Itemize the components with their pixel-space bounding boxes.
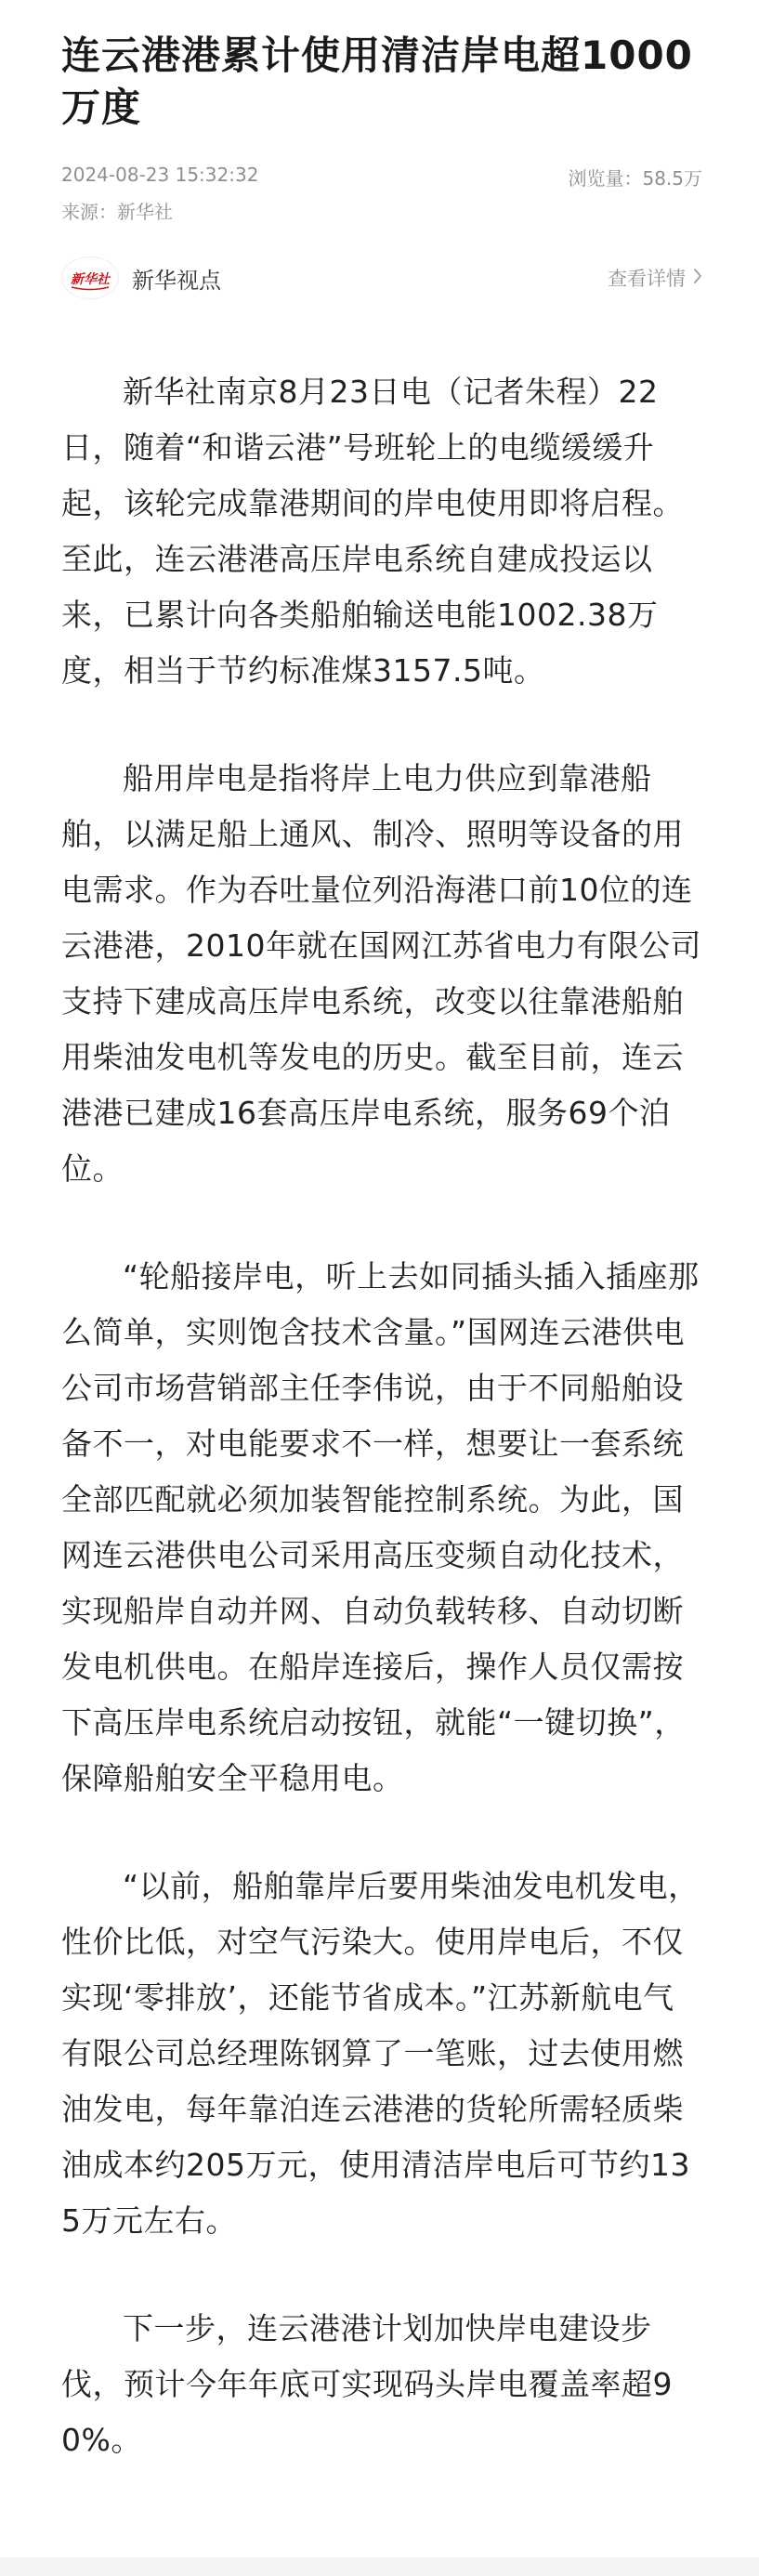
view-details-label: 查看详情 [608, 268, 686, 290]
view-count: 浏览量：58.5万 [568, 167, 702, 190]
article-body [61, 364, 702, 2520]
article-paragraph-4: “以前，船舶靠岸后要用柴油发电机发电，性价比低，对空气污染大。使用岸电后，不仅实现‘零排放’，还能节省成本。”江苏新航电气有限公司总经理陈钢算了一笔账，过去使用燃油发电，每年靠泊连云港港的货轮所需轻质柴油成本约205万元，使用清洁岸电后可节约135万元左右。 [61, 1868, 700, 2239]
article-source: 来源：新华社 [61, 201, 173, 223]
publisher-bar[interactable] [61, 247, 702, 307]
article-meta-row [61, 164, 702, 191]
article-title: 连云港港累计使用清洁岸电超1000万度 [61, 33, 693, 130]
bottom-divider [0, 2557, 759, 2576]
article-paragraph-2: 船用岸电是指将岸上电力供应到靠港船舶，以满足船上通风、制冷、照明等设备的用电需求。作为吞吐量位列沿海港口前10位的连云港港，2010年就在国网江苏省电力有限公司支持下建成高压岸电系统，改变以往靠港船舶用柴油发电机等发电的历史。截至目前，连云港港已建成16套高压岸电系统，服务69个泊位。 [61, 760, 701, 1187]
article-source-row [61, 197, 702, 225]
article-paragraph-3: “轮船接岸电，听上去如同插头插入插座那么简单，实则饱含技术含量。”国网连云港供电公司市场营销部主任李伟说，由于不同船舶设备不一，对电能要求不一样，想要让一套系统全部匹配就必须加装智能控制系统。为此，国网连云港供电公司采用高压变频自动化技术，实现船岸自动并网、自动负载转移、自动切断发电机供电。在船岸连接后，操作人员仅需按下高压岸电系统启动按钮，就能“一键切换”，保障船舶安全平稳用电。 [61, 1258, 700, 1796]
svg-text:新华社: 新华社 [71, 272, 110, 287]
view-details-link[interactable] [608, 264, 702, 292]
article-paragraph-1: 新华社南京8月23日电（记者朱程）22日，随着“和谐云港”号班轮上的电缆缓缓升起，该轮完成靠港期间的岸电使用即将启程。至此，连云港港高压岸电系统自建成投运以来，已累计向各类船舶输送电能1002.38万度，相当于节约标准煤3157.5吨。 [61, 374, 684, 689]
xinhua-logo-icon[interactable] [61, 256, 119, 299]
publisher-name[interactable]: 新华视点 [132, 268, 221, 294]
publish-datetime: 2024-08-23 15:32:32 [61, 164, 259, 186]
chevron-right-icon [693, 267, 702, 289]
article-paragraph-5: 下一步，连云港港计划加快岸电建设步伐，预计今年年底可实现码头岸电覆盖率超90%。 [61, 2310, 673, 2458]
